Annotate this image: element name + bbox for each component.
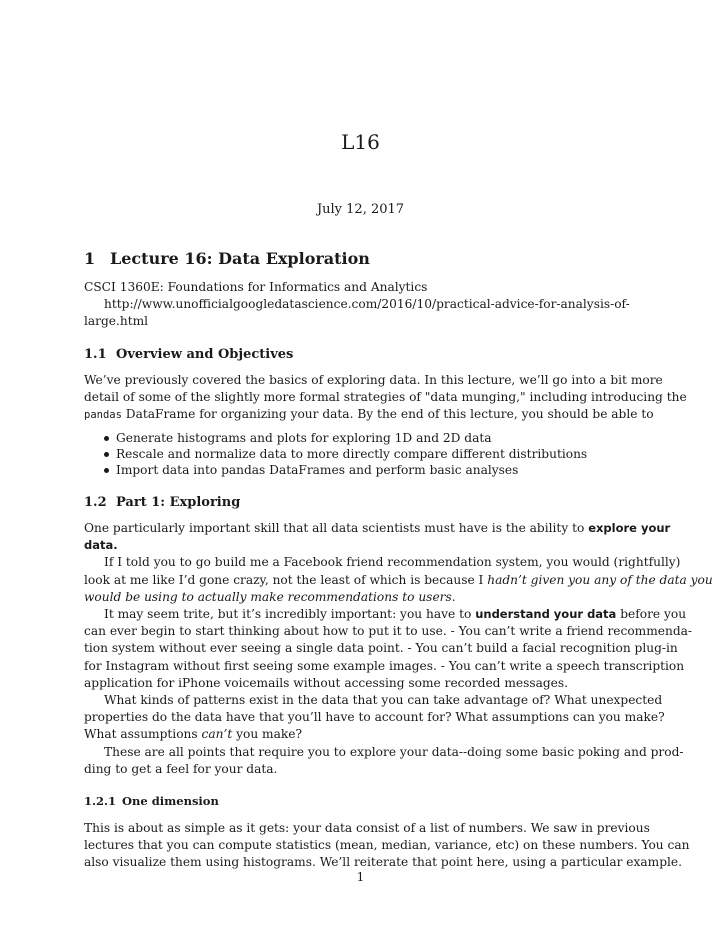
- paragraph-line: for Instagram without first seeing some example images. - You can’t write a speech transcription: [84, 658, 685, 673]
- bold-text: explore your: [588, 521, 671, 535]
- paragraph-text: It may seem trite, but it’s incredibly important: you have to: [104, 607, 476, 622]
- course-line: CSCI 1360E: Foundations for Informatics and Analytics: [84, 280, 428, 294]
- paragraph-line: These are all points that require you to explore your data--doing some basic poking and prod-: [104, 744, 684, 759]
- document-date: July 12, 2017: [316, 202, 405, 217]
- course-info: [84, 279, 637, 331]
- paragraph-text: you make?: [232, 727, 303, 742]
- objectives-list: [84, 430, 637, 478]
- list-item: [84, 430, 637, 446]
- paragraph-line: can ever begin to start thinking about how to put it to use. - You can’t write a friend recommenda-: [84, 624, 693, 639]
- paragraph-line: What kinds of patterns exist in the data that you can take advantage of? What unexpected: [104, 693, 663, 708]
- paragraph-line: lectures that you can compute statistics (mean, median, variance, etc) on these numbers. You can: [84, 838, 690, 853]
- paragraph-line: tion system without ever seeing a single data point. - You can’t build a facial recognition plug-in: [84, 641, 678, 656]
- bold-text: understand your data: [475, 607, 617, 622]
- paragraph-line: This is about as simple as it gets: your data consist of a list of numbers. We saw in previous: [84, 821, 650, 835]
- list-item-text: Generate histograms and plots for exploring 1D and 2D data: [116, 431, 492, 445]
- paragraph-line: [84, 520, 671, 537]
- url-line-2[interactable]: large.html: [84, 314, 149, 329]
- exploring-body: [84, 520, 713, 778]
- url-line-1[interactable]: http://www.unofficialgoogledatascience.com/2016/10/practical-advice-for-analysis-of-: [104, 297, 630, 312]
- italic-text: hadn’t given you any of the data you: [487, 572, 713, 587]
- paragraph-line: [84, 726, 637, 743]
- paragraph-line: application for iPhone voicemails without accessing some recorded messages.: [84, 675, 569, 690]
- paragraph-line: also visualize them using histograms. We’ll reiterate that point here, using a particular example.: [84, 855, 682, 870]
- bullet-icon: [104, 468, 109, 473]
- paragraph-text: before you: [616, 607, 687, 622]
- inline-code: pandas: [84, 409, 122, 422]
- paragraph-line: [84, 537, 637, 554]
- section-number: 1.1: [84, 347, 107, 362]
- section-heading-1: [84, 249, 370, 269]
- section-heading-1-1: [84, 346, 293, 363]
- section-title: Part 1: Exploring: [116, 495, 241, 510]
- document-title: L16: [341, 130, 380, 154]
- section-title: One dimension: [122, 794, 219, 808]
- list-item: [84, 446, 637, 462]
- bullet-icon: [104, 436, 109, 441]
- italic-text: can’t: [201, 727, 233, 742]
- section-number: 1: [84, 249, 96, 268]
- section-heading-1-2-1: [84, 794, 219, 809]
- page-number: 1: [356, 870, 365, 884]
- section-number: 1.2: [84, 495, 107, 510]
- paragraph-line: We’ve previously covered the basics of exploring data. In this lecture, we’ll go into a bit more: [84, 373, 663, 387]
- one-dimension-paragraph: [84, 820, 690, 872]
- list-item-text: Rescale and normalize data to more directly compare different distributions: [116, 447, 588, 461]
- paragraph-text: One particularly important skill that all data scientists must have is the ability to: [84, 521, 589, 535]
- paragraph-text: look at me like I’d gone crazy, not the least of which is because I: [84, 572, 488, 587]
- section-title: Overview and Objectives: [116, 347, 294, 362]
- paragraph-line: properties do the data have that you’ll have to account for? What assumptions can you make?: [84, 710, 665, 725]
- paragraph-line: [84, 572, 713, 589]
- paragraph-text: DataFrame for organizing your data. By the end of this lecture, you should be able to: [121, 407, 654, 422]
- bullet-icon: [104, 452, 109, 457]
- paragraph-line: [84, 406, 654, 424]
- paragraph-text: What assumptions: [84, 727, 202, 742]
- section-heading-1-2: [84, 494, 240, 511]
- list-item-text: Import data into pandas DataFrames and perform basic analyses: [116, 463, 519, 477]
- section-number: 1.2.1: [84, 794, 117, 808]
- list-item: [84, 462, 637, 478]
- paragraph-line: If I told you to go build me a Facebook friend recommendation system, you would (rightfully): [104, 555, 681, 570]
- paragraph-line: ding to get a feel for your data.: [84, 761, 278, 776]
- paragraph-line: detail of some of the slightly more formal strategies of "data munging," including introducing the: [84, 390, 687, 405]
- section-title: Lecture 16: Data Exploration: [110, 249, 370, 268]
- bold-text: data.: [84, 538, 118, 553]
- paragraph-line: [84, 606, 687, 623]
- paragraph-line: would be using to actually make recommendations to users.: [84, 589, 456, 604]
- overview-paragraph: [84, 372, 687, 425]
